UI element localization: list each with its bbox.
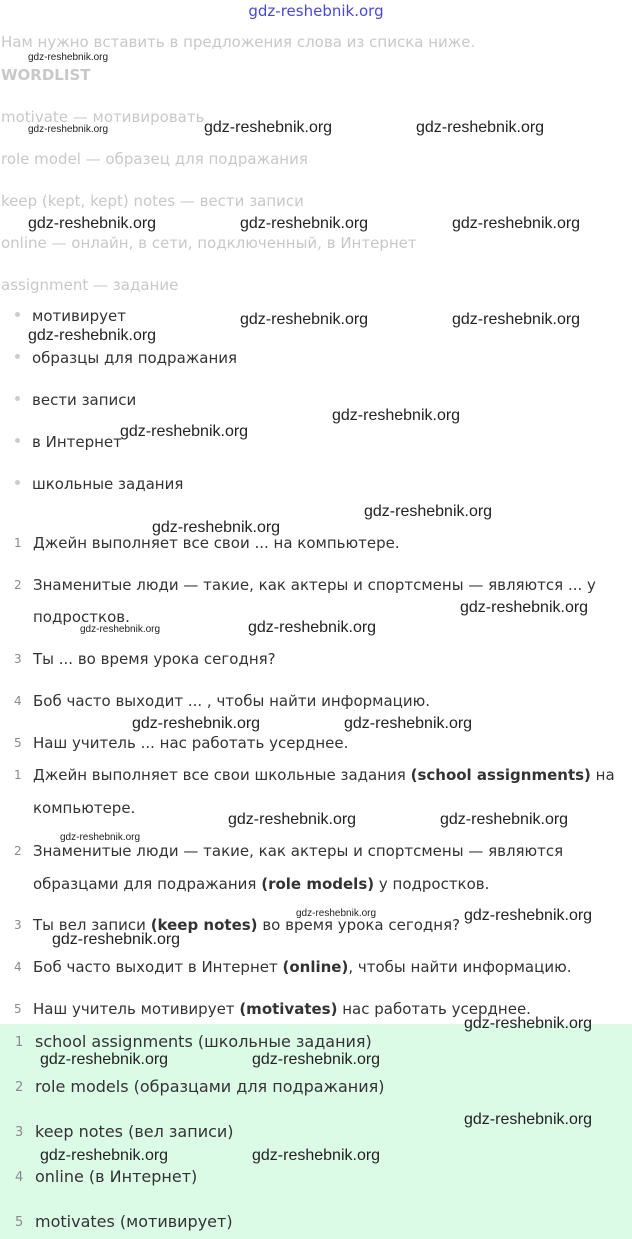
watermark: gdz-reshebnik.org [40, 1147, 169, 1164]
exercise-number: 1 [14, 536, 22, 550]
watermark: gdz-reshebnik.org [364, 503, 493, 520]
bullet-item: вести записи [15, 391, 136, 409]
bullet-dot-icon [15, 480, 20, 485]
watermark: gdz-reshebnik.org [152, 519, 281, 536]
watermark: gdz-reshebnik.org [332, 407, 461, 424]
watermark: gdz-reshebnik.org [464, 1015, 593, 1032]
filled-sentence: Ты вел записи (keep notes) во время урока сегодня? [33, 916, 461, 934]
bullet-dot-icon [15, 312, 20, 317]
watermark: gdz-reshebnik.org [28, 327, 157, 344]
exercise-sentence: Наш учитель ... нас работать усерднее. [33, 734, 349, 752]
watermark: gdz-reshebnik.org [28, 52, 109, 63]
bullet-item: в Интернет [15, 433, 122, 451]
watermark: gdz-reshebnik.org [464, 1111, 593, 1128]
bullet-item: школьные задания [15, 475, 183, 493]
watermark: gdz-reshebnik.org [452, 215, 581, 232]
filled-sentence-cont: образцами для подражания (role models) у подростков. [33, 875, 490, 893]
watermark: gdz-reshebnik.org [464, 907, 593, 924]
filled-sentence: Знаменитые люди — такие, как актеры и спортсмены — являются [33, 842, 564, 860]
filled-number: 5 [14, 1002, 22, 1016]
exercise-sentence: Джейн выполняет все свои ... на компьютере. [33, 534, 400, 552]
watermark: gdz-reshebnik.org [440, 811, 569, 828]
watermark: gdz-reshebnik.org [132, 715, 261, 732]
answer-item: school assignments (школьные задания) [35, 1032, 372, 1051]
watermark: gdz-reshebnik.org [204, 119, 333, 136]
watermark: gdz-reshebnik.org [28, 124, 109, 135]
watermark: gdz-reshebnik.org [120, 423, 249, 440]
bullet-item: мотивирует [15, 307, 126, 325]
exercise-number: 4 [14, 694, 22, 708]
watermark: gdz-reshebnik.org [344, 715, 473, 732]
watermark: gdz-reshebnik.org [52, 931, 181, 948]
filled-number: 4 [14, 960, 22, 974]
exercise-sentence: Ты ... во время урока сегодня? [33, 650, 276, 668]
watermark: gdz-reshebnik.org [28, 215, 157, 232]
watermark: gdz-reshebnik.org [40, 1051, 169, 1068]
watermark: gdz-reshebnik.org [252, 1147, 381, 1164]
answer-item: keep notes (вел записи) [35, 1122, 234, 1141]
answer-item: motivates (мотивирует) [35, 1212, 233, 1231]
watermark: gdz-reshebnik.org [296, 908, 377, 919]
exercise-number: 2 [14, 578, 22, 592]
filled-sentence: Боб часто выходит в Интернет (online), чтобы найти информацию. [33, 958, 572, 976]
answer-number: 3 [15, 1125, 24, 1140]
watermark: gdz-reshebnik.org [252, 1051, 381, 1068]
answer-number: 4 [15, 1170, 24, 1185]
filled-number: 3 [14, 918, 22, 932]
watermark: gdz-reshebnik.org [460, 599, 589, 616]
wordlist-item: online — онлайн, в сети, подключенный, в Интернет [1, 234, 417, 252]
watermark: gdz-reshebnik.org [240, 215, 369, 232]
watermark: gdz-reshebnik.org [452, 311, 581, 328]
bullet-dot-icon [15, 354, 20, 359]
exercise-sentence-cont: подростков. [33, 608, 130, 626]
answer-number: 2 [15, 1080, 24, 1095]
bullet-dot-icon [15, 396, 20, 401]
wordlist-item: role model — образец для подражания [1, 150, 308, 168]
watermark: gdz-reshebnik.org [248, 619, 377, 636]
bullet-item: образцы для подражания [15, 349, 237, 367]
wordlist-item: keep (kept, kept) notes — вести записи [1, 192, 304, 210]
site-title: gdz-reshebnik.org [248, 2, 384, 20]
wordlist-heading: WORDLIST [1, 66, 91, 84]
wordlist-item: motivate — мотивировать [1, 108, 205, 126]
filled-number: 2 [14, 844, 22, 858]
watermark: gdz-reshebnik.org [228, 811, 357, 828]
answer-item: online (в Интернет) [35, 1167, 198, 1186]
filled-sentence: Джейн выполняет все свои школьные задания (school assignments) на [33, 766, 615, 784]
exercise-number: 3 [14, 652, 22, 666]
wordlist-item: assignment — задание [1, 276, 179, 294]
answer-number: 1 [15, 1035, 24, 1050]
answer-item: role models (образцами для подражания) [35, 1077, 385, 1096]
exercise-sentence: Знаменитые люди — такие, как актеры и спортсмены — являются ... у [33, 576, 596, 594]
instruction-text: Нам нужно вставить в предложения слова из списка ниже. [1, 33, 476, 51]
answer-number: 5 [15, 1215, 24, 1230]
watermark: gdz-reshebnik.org [60, 832, 141, 843]
filled-number: 1 [14, 768, 22, 782]
filled-sentence: Наш учитель мотивирует (motivates) нас работать усерднее. [33, 1000, 531, 1018]
bullet-dot-icon [15, 438, 20, 443]
exercise-sentence: Боб часто выходит ... , чтобы найти информацию. [33, 692, 431, 710]
watermark: gdz-reshebnik.org [240, 311, 369, 328]
filled-sentence-cont: компьютере. [33, 799, 136, 817]
watermark: gdz-reshebnik.org [416, 119, 545, 136]
exercise-number: 5 [14, 736, 22, 750]
watermark: gdz-reshebnik.org [80, 624, 161, 635]
